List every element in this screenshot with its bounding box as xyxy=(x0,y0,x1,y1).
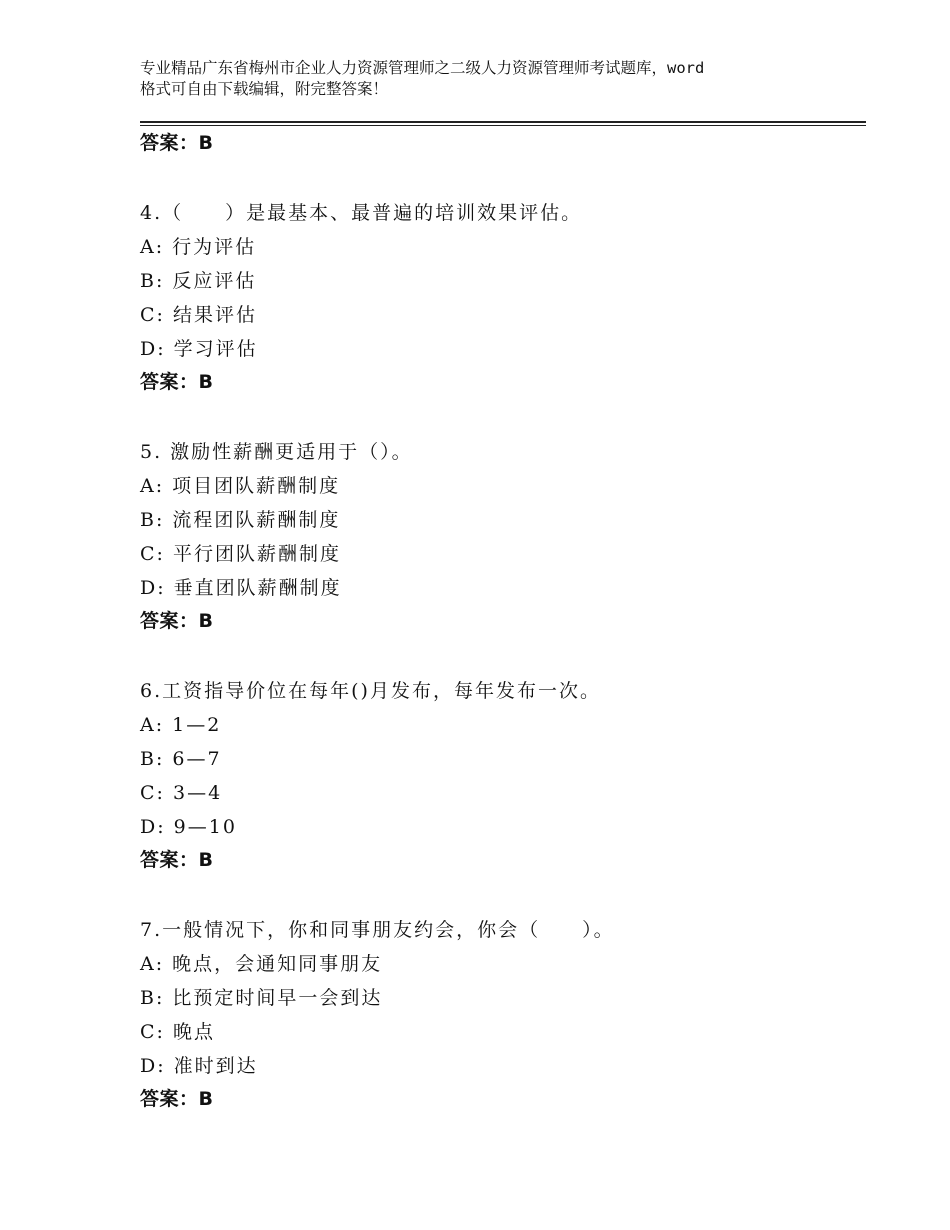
question-6-stem: 6.工资指导价位在每年()月发布，每年发布一次。 xyxy=(140,680,601,702)
question-6-option-c: C: 3—4 xyxy=(140,782,223,804)
question-5-option-c: C: 平行团队薪酬制度 xyxy=(140,543,341,565)
previous-question-answer: 答案：B xyxy=(140,132,214,154)
question-5-answer: 答案：B xyxy=(140,610,214,632)
question-7-option-c: C: 晚点 xyxy=(140,1021,215,1043)
question-7-stem: 7.一般情况下，你和同事朋友约会，你会（ ）。 xyxy=(140,919,615,941)
document-header xyxy=(140,58,840,100)
question-5-option-d: D: 垂直团队薪酬制度 xyxy=(140,577,342,599)
question-4-option-c: C: 结果评估 xyxy=(140,304,257,326)
question-4-answer: 答案：B xyxy=(140,371,214,393)
question-6-option-b: B: 6—7 xyxy=(140,748,222,770)
question-4-option-d: D: 学习评估 xyxy=(140,338,258,360)
question-5-stem: 5. 激励性薪酬更适用于（）。 xyxy=(140,441,413,463)
question-5-option-a: A: 项目团队薪酬制度 xyxy=(140,475,341,497)
question-6-option-a: A: 1—2 xyxy=(140,714,222,736)
header-line-2: 格式可自由下载编辑，附完整答案！ xyxy=(140,80,389,98)
header-line-1: 专业精品广东省梅州市企业人力资源管理师之二级人力资源管理师考试题库，word xyxy=(140,59,705,77)
question-7-option-b: B: 比预定时间早一会到达 xyxy=(140,987,383,1009)
question-7-answer: 答案：B xyxy=(140,1088,214,1110)
question-6-answer: 答案：B xyxy=(140,849,214,871)
question-4-option-a: A: 行为评估 xyxy=(140,236,257,258)
header-divider-thin xyxy=(140,125,866,126)
question-5-option-b: B: 流程团队薪酬制度 xyxy=(140,509,341,531)
question-4-option-b: B: 反应评估 xyxy=(140,270,257,292)
question-4-stem: 4.（ ）是最基本、最普遍的培训效果评估。 xyxy=(140,202,583,224)
question-7-option-d: D: 准时到达 xyxy=(140,1055,258,1077)
question-7-option-a: A: 晚点，会通知同事朋友 xyxy=(140,953,383,975)
question-6-option-d: D: 9—10 xyxy=(140,816,237,838)
header-divider-thick xyxy=(140,121,866,123)
